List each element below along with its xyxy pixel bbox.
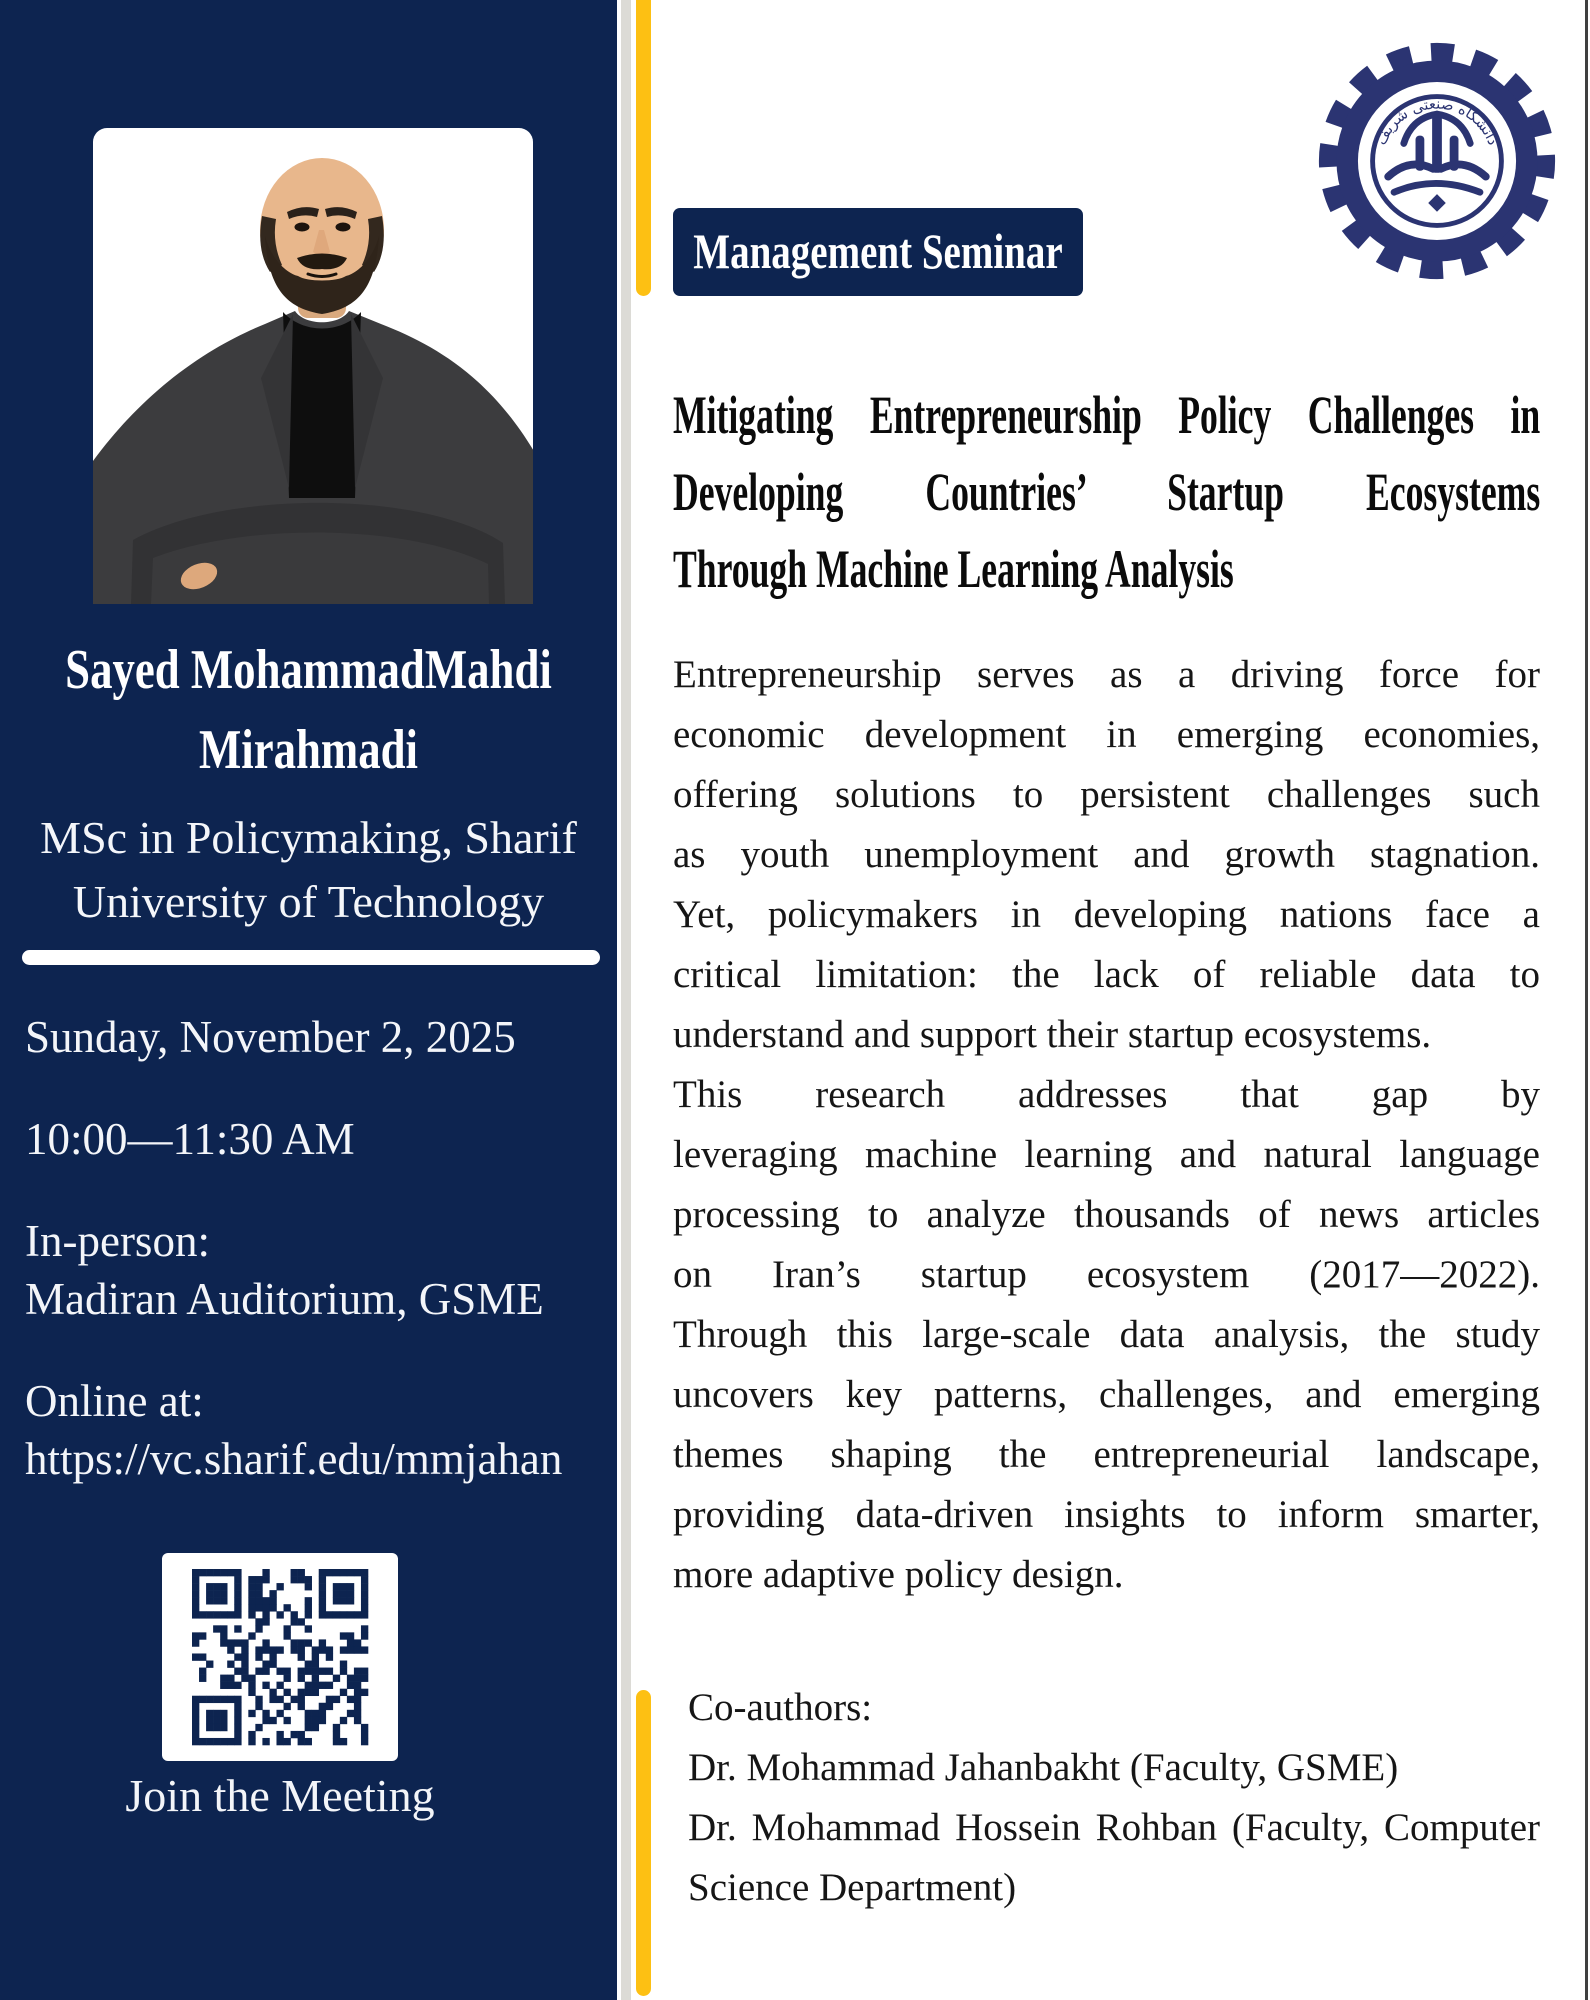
text-line: economic development in emerging economies, xyxy=(673,713,1540,756)
text-line: themes shaping the entrepreneurial landscape, xyxy=(673,1433,1540,1476)
text-line: offering solutions to persistent challenges such xyxy=(673,773,1540,816)
in-person-label: In-person: xyxy=(25,1216,210,1266)
speaker-photo xyxy=(93,128,533,628)
column-separator xyxy=(621,0,631,2000)
text-line: Dr. Mohammad Hossein Rohban (Faculty, Computer xyxy=(688,1806,1540,1849)
text-line: leveraging machine learning and natural language xyxy=(673,1133,1540,1176)
text-line: Dr. Mohammad Jahanbakht (Faculty, GSME) xyxy=(688,1746,1399,1789)
text-line: critical limitation: the lack of reliable data to xyxy=(673,953,1540,996)
speaker-name xyxy=(0,630,617,790)
text-line: Sayed MohammadMahdi xyxy=(65,639,552,701)
text-line: providing data-driven insights to inform smarter, xyxy=(673,1493,1540,1536)
text-line: Through this large-scale data analysis, the study xyxy=(673,1313,1540,1356)
text-line: understand and support their startup ecosystems. xyxy=(673,1013,1432,1056)
meeting-url[interactable]: https://vc.sharif.edu/mmjahan xyxy=(25,1434,563,1484)
text-line: Developing Countries’ Startup Ecosystems xyxy=(673,462,1541,522)
text-line: MSc in Policymaking, Sharif xyxy=(40,812,577,863)
page-right-border xyxy=(1585,0,1588,2000)
text-line: This research addresses that gap by xyxy=(673,1073,1540,1116)
text-line: processing to analyze thousands of news articles xyxy=(673,1193,1540,1236)
yellow-accent-top xyxy=(636,0,651,296)
coauthors-label: Co-authors: xyxy=(688,1686,873,1729)
seminar-type-badge xyxy=(673,208,1083,296)
talk-title xyxy=(673,377,1540,608)
speaker-affiliation xyxy=(0,806,617,934)
abstract-text xyxy=(673,645,1540,1605)
qr-code[interactable] xyxy=(162,1553,398,1761)
qr-caption: Join the Meeting xyxy=(125,1770,435,1821)
text-line: Yet, policymakers in developing nations face a xyxy=(673,893,1540,936)
yellow-accent-bottom xyxy=(636,1690,651,1996)
event-details xyxy=(25,1008,600,1488)
text-line: Through Machine Learning Analysis xyxy=(673,539,1234,599)
badge-label: Management Seminar xyxy=(693,223,1063,279)
text-line: Science Department) xyxy=(688,1866,1017,1909)
divider-line xyxy=(22,950,600,965)
event-time: 10:00—11:30 AM xyxy=(25,1114,355,1164)
sharif-university-logo xyxy=(1315,38,1559,284)
text-line: uncovers key patterns, challenges, and emerging xyxy=(673,1373,1540,1416)
online-label: Online at: xyxy=(25,1376,204,1426)
text-line: as youth unemployment and growth stagnation. xyxy=(673,833,1540,876)
venue: Madiran Auditorium, GSME xyxy=(25,1274,544,1324)
logo-persian-text: دانشگاه صنعتی شریف xyxy=(1372,95,1502,148)
text-line: Mitigating Entrepreneurship Policy Challenges in xyxy=(673,385,1541,445)
coauthors-block xyxy=(688,1678,1540,1918)
text-line: Mirahmadi xyxy=(198,719,418,781)
event-date: Sunday, November 2, 2025 xyxy=(25,1012,516,1062)
text-line: on Iran’s startup ecosystem (2017—2022). xyxy=(673,1253,1540,1296)
text-line: more adaptive policy design. xyxy=(673,1553,1124,1596)
text-line: Entrepreneurship serves as a driving force for xyxy=(673,653,1540,696)
sidebar xyxy=(0,0,617,2000)
text-line: University of Technology xyxy=(72,876,545,927)
